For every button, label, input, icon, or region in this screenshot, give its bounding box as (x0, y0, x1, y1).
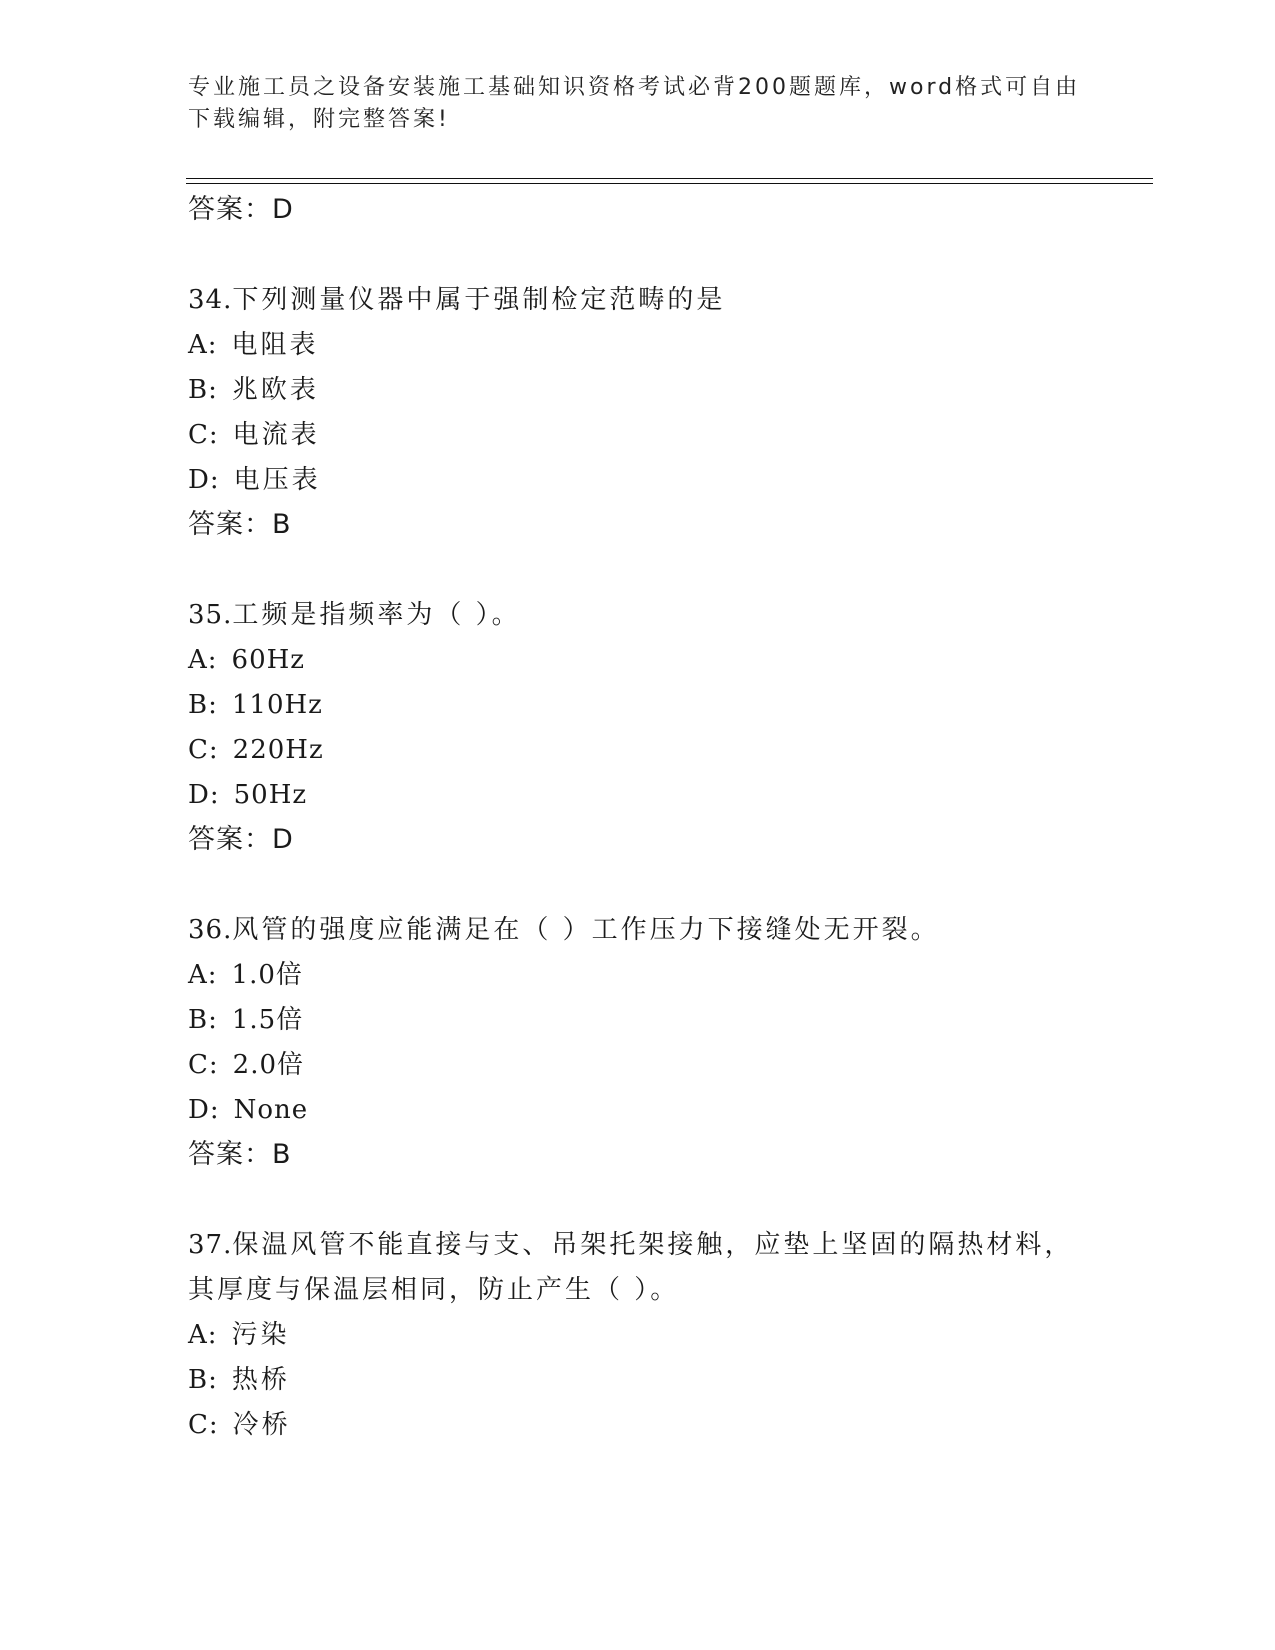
header-rule-bottom (186, 183, 1153, 184)
question-number: 36. (188, 915, 233, 945)
option-34-b (188, 372, 319, 408)
option-text: 热桥 (231, 1365, 290, 1395)
question-35 (188, 597, 521, 633)
question-37 (188, 1227, 1073, 1263)
question-36 (188, 912, 940, 948)
question-text-line-1: 保温风管不能直接与支、吊架托架接触，应垫上坚固的隔热材料， (232, 1230, 1074, 1260)
option-36-d (188, 1092, 308, 1128)
option-text: 电压表 (233, 465, 321, 495)
option-35-b (188, 687, 323, 723)
header-line-2: 下载编辑，附完整答案! (188, 107, 450, 132)
option-label: A: (188, 1320, 218, 1350)
option-36-a (188, 957, 303, 993)
header-line-1: 专业施工员之设备安装施工基础知识资格考试必背200题题库，word格式可自由 (188, 75, 1081, 100)
option-35-d (188, 777, 307, 813)
header-rule-top (186, 178, 1153, 179)
option-34-d (188, 462, 321, 498)
question-number: 35. (188, 600, 233, 630)
option-36-c (188, 1047, 304, 1083)
option-label: C: (188, 420, 219, 450)
option-text: 1.0倍 (231, 960, 303, 990)
option-36-b (188, 1002, 303, 1038)
option-35-c (188, 732, 324, 768)
option-text: 2.0倍 (232, 1050, 305, 1080)
question-text: 工频是指频率为（ ）。 (232, 600, 521, 630)
option-text: 60Hz (231, 645, 306, 675)
option-text: 50Hz (233, 780, 308, 810)
option-text: 兆欧表 (231, 375, 319, 405)
option-label: A: (188, 645, 218, 675)
option-text: 220Hz (232, 735, 324, 765)
option-label: A: (188, 960, 218, 990)
option-text: 110Hz (231, 690, 323, 720)
option-label: B: (188, 1005, 218, 1035)
option-label: A: (188, 330, 218, 360)
option-label: D: (188, 1095, 220, 1125)
option-35-a (188, 642, 305, 678)
option-text: 污染 (231, 1320, 290, 1350)
option-34-c (188, 417, 320, 453)
question-37-continued: 其厚度与保温层相同，防止产生（ ）。 (188, 1275, 680, 1305)
option-34-a (188, 327, 319, 363)
option-label: C: (188, 1050, 219, 1080)
option-text: 冷桥 (232, 1410, 291, 1440)
option-37-c (188, 1407, 291, 1443)
question-number: 34. (188, 285, 233, 315)
option-text: 1.5倍 (231, 1005, 304, 1035)
option-text: 电阻表 (231, 330, 319, 360)
question-number: 37. (188, 1230, 233, 1260)
option-label: B: (188, 1365, 218, 1395)
option-label: D: (188, 780, 220, 810)
question-text: 下列测量仪器中属于强制检定范畴的是 (232, 285, 726, 315)
answer-33: 答案：D (188, 194, 294, 225)
question-text: 风管的强度应能满足在（ ）工作压力下接缝处无开裂。 (232, 915, 940, 945)
document-header (188, 72, 1088, 136)
question-34 (188, 282, 725, 318)
option-37-a (188, 1317, 290, 1353)
option-37-b (188, 1362, 290, 1398)
answer-35: 答案：D (188, 824, 294, 855)
option-text: None (233, 1095, 309, 1125)
option-label: B: (188, 375, 218, 405)
option-text: 电流表 (232, 420, 320, 450)
answer-34: 答案：B (188, 509, 292, 540)
option-label: B: (188, 690, 218, 720)
option-label: C: (188, 1410, 219, 1440)
option-label: D: (188, 465, 220, 495)
answer-36: 答案：B (188, 1139, 292, 1170)
option-label: C: (188, 735, 219, 765)
